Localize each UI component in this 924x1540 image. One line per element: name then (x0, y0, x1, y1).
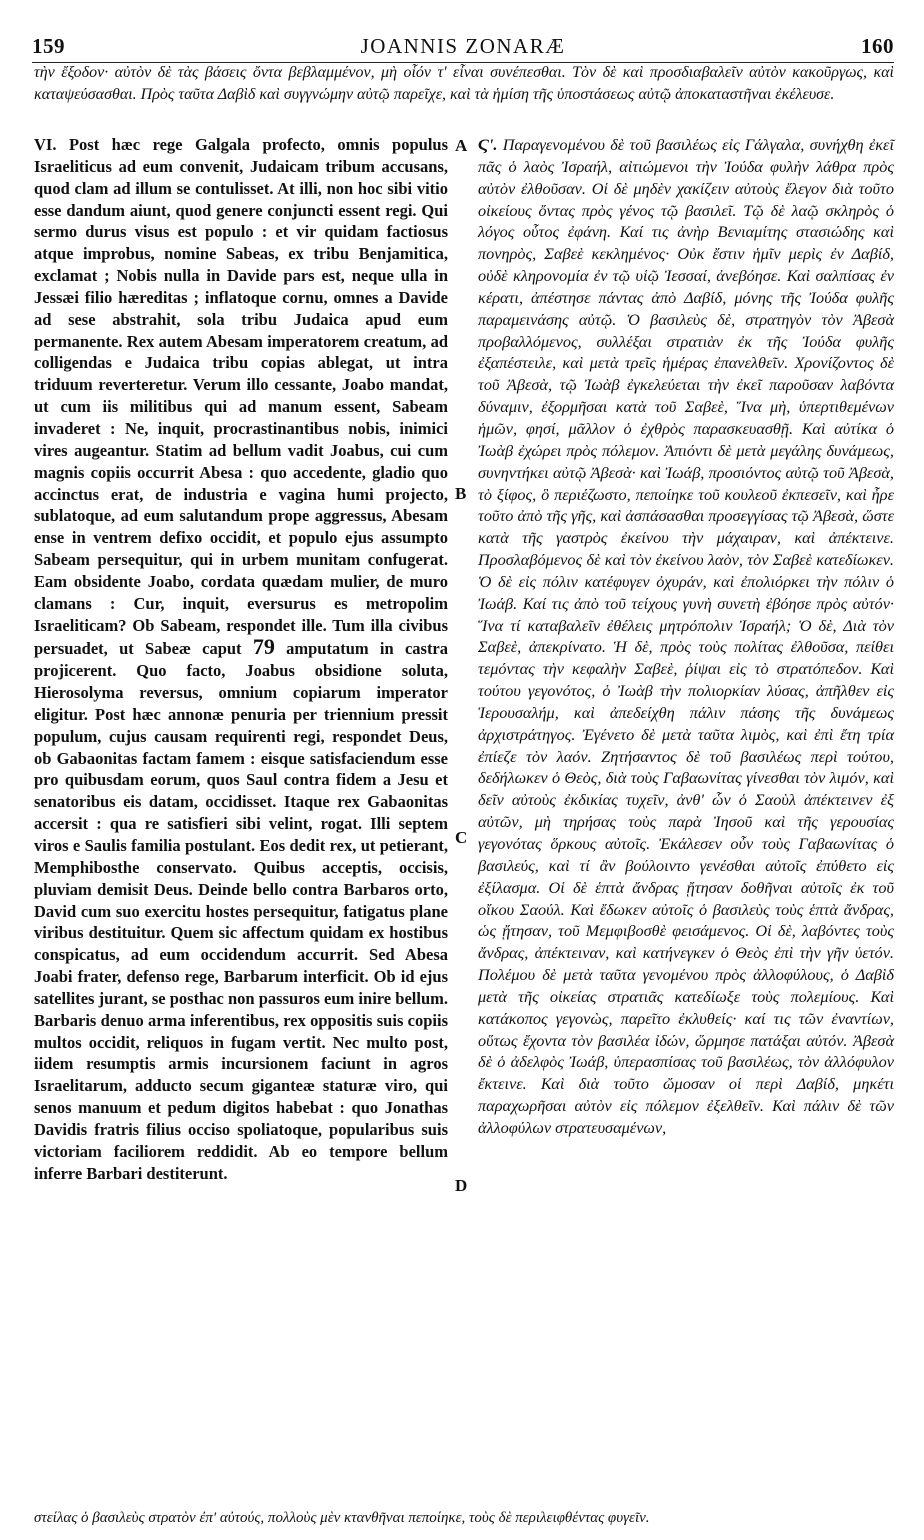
margin-letter-b: B (455, 484, 467, 503)
greek-text: Παραγενομένου δὲ τοῦ βασιλέως εἰς Γάλγαλα, συνήχθη ἐκεῖ πᾶς ὁ λαὸς Ἰσραήλ, αἰτιώμενοι τὴν Ἰούδα φυλὴν λάθρα πρὸς αὐτὸν ἐλθοῦσαν. Οἱ δὲ μηδὲν χακίζειν αὐτοὺς ἔλεγον διὰ τοῦτο οἰκείους ὄντας πρὸς γένος τῷ βασιλεῖ. Τῷ δὲ λαῷ σκληρὸς ὁ λόγος οὗτος ἐφάνη. Καί τις ἀνὴρ Βενιαμίτης στασιώδης καὶ πονηρὸς, Σαβεὲ κεκλημένος· Οὐκ ἔστιν ἡμῖν μερὶς ἐν Δαβίδ, οὐδὲ κληρονομία ἐν τῷ υἱῷ Ἰεσσαί, ἀνεβόησε. Καὶ σαλπίσας ἐν κέρατι, ἀπέστησε πάντας ἀπὸ Δαβίδ, μόνης τῆς Ἰούδα φυλῆς παραμεινάσης αὐτῷ. Ὁ βασιλεὺς δὲ, στρατηγὸν τὸν Ἀβεσὰ προβαλλόμενος, συλλέξαι στρατιὰν ἐκ τῆς Ἰούδα φυλῆς ἐξαπέστειλε, καὶ μετὰ τρεῖς ἡμέρας ἐπανελθεῖν. Χρονίζοντος δὲ τοῦ Ἀβεσὰ, τῷ Ἰωὰβ ἐγκελεύεται τὴν ἐκεῖ παροῦσαν λαβόντα δύναμιν, ἐξορμῆσαι κατὰ τοῦ Σαβεὲ, Ἵνα μὴ, ὑπερτιθεμένων ἡμῶν, φησί, μᾶλλον ὁ ἐχθρὸς παρασκευασθῇ. Καὶ αὐτίκα ὁ Ἰωὰβ ἐχώρει πρὸς πόλεμον. Ἀπιόντι δὲ μετὰ μεγάλης δυνάμεως, συνηντήκει αὐτῷ Ἀβεσὰ· καὶ Ἰωάβ, προσιόντος αὐτῷ τοῦ Ἀβεσὰ, τὸ ξίφος, ὃ περιέζωστο, πεποίηκε τοῦ κουλεοῦ ἐκπεσεῖν, καὶ ἦρε τοῦτο ἀπὸ τῆς γῆς, καὶ ἀσπάσασθαι προσεγγίσας τῷ Ἀβεσὰ, ὥστε κατὰ τῆς γαστρὸς ἐκείνου τὴν μάχαιραν, καὶ ἀπέκτεινε. Προσλαβόμενος δὲ καὶ τὸν ἐκείνου λαὸν, τὸν Σαβεὲ κατεδίωκεν. Ὁ δὲ εἰς πόλιν κατέφυγεν ὀχυράν, καὶ ἐπολιόρκει τὴν πόλιν ὁ Ἰωάβ. Καί τις ἀπὸ τοῦ τείχους γυνὴ συνετὴ ἐβόησε πρὸς αὐτόν· Ἵνα τί καταβαλεῖν ἐθέλεις μητρόπολιν Ἰσραήλ; Ὁ δὲ, Διὰ τὸν Σαβεὲ, ἀπεκρίνατο. Ἡ δὲ, πρὸς τοὺς πολίτας ἐλθοῦσα, πείθει τεμόντας τὴν κεφαλὴν Σαβεὲ, ῥίψαι εἰς τὸ στρατόπεδον. Καὶ τούτου γεγονότος, ὁ Ἰωὰβ τὴν πολιορκίαν λύσας, ἀπῆλθεν εἰς Ἱερουσαλήμ, καὶ ἀπεδείχθη πάλιν πάσης τῆς δυνάμεως ἀρχιστράτηγος. Ἐγένετο δὲ μετὰ ταῦτα λιμὸς, καὶ ἐπὶ ἔτη τρία ἐπίεζε τὸν λαόν. Ζητήσαντος δὲ τοῦ βασιλέως περὶ τούτου, δεδήλωκεν ὁ Θεὸς, διὰ τοὺς Γαβαωνίτας γίνεσθαι τὸν λιμόν, καὶ δεῖν αὐτοὺς ἐκδικίας τυχεῖν, ἀνθ' ὧν ὁ Σαοὺλ ἀπέκτεινεν ἐξ αὐτῶν, μὴ τηρήσας τοὺς παρὰ Ἰησοῦ καὶ τῆς γερουσίας γεγονότας ὅρκους αὐτοῖς. Ἐκάλεσεν οὖν τοὺς Γαβαωνίτας ὁ βασιλεύς, καὶ τί ἂν βούλοιντο γενέσθαι αὐτοῖς ἐπύθετο εἰς ἐξίλασμα. Οἱ δὲ ἑπτὰ ἄνδρας ᾔτησαν δοθῆναι αὐτοῖς ἐκ τοῦ οἴκου Σαούλ. Καὶ ἔδωκεν αὐτοῖς ὁ βασιλεὺς τοὺς ἑπτὰ ἄνδρας, ὡς ᾔτησαν, τοῦ Μεμφιβοσθὲ φεισάμενος. Οἱ δὲ, λαβόντες τοὺς ἄνδρας, ἀπέκτειναν, καὶ κατήνεγκεν ὁ Θεὸς ἐπὶ τὴν γῆν ὑετόν. Πολέμου δὲ μετὰ ταῦτα γενομένου πρὸς ἀλλοφύλους, ὁ Δαβὶδ μετὰ τῆς οἰκείας στρατιᾶς κατεδίωξε τοὺς πολεμίους. Καὶ κατάκοπος γεγονὼς, παρεῖτο ἐκλυθείς· καί τις τῶν ἐναντίων, οὕτως ἔχοντα τὸν βασιλέα ἰδών, ὥρμησε πατάξαι αὐτόν. Ἀβεσὰ δὲ ὁ ἀδελφὸς Ἰωάβ, ὑπερασπίσας τοῦ βασιλέως, τὸν ἀλλόφυλον ἔκτεινε. Καὶ διὰ τοῦτο ὤμοσαν οἱ περὶ Δαβίδ, μηκέτι παραχωρῆσαι αὐτὸν εἰς πόλεμον ἐξελθεῖν. Καὶ πάλιν δὲ τῶν ἀλλοφύλων στρατευσαμένων, (478, 135, 894, 1137)
running-title: JOANNIS ZONARÆ (360, 34, 566, 58)
margin-letter-d: D (455, 1176, 468, 1195)
running-head (32, 34, 894, 60)
right-page-number: 160 (861, 34, 894, 58)
greek-paragraph (478, 134, 894, 1139)
bottom-greek-line: στείλας ὁ βασιλεὺς στρατὸν ἐπ' αὐτούς, πολλοὺς μὲν κτανθῆναι πεποίηκε, τοὺς δὲ περιλειφθέντας φυγεῖν. (34, 1510, 650, 1526)
top-greek-paragraph: τὴν ἔξοδον· αὐτὸν δὲ τὰς βάσεις ὄντα βεβλαμμένον, μὴ οἷόν τ' εἶναι συνέπεσθαι. Τὸν δὲ καὶ προσδιαβαλεῖν αὐτὸν κακοῦργως, καὶ καταψεύσασθαι. Πρὸς ταῦτα Δαβὶδ καὶ συγγνώμην αὐτῷ παρεῖχε, καὶ τὰ ἡμίση τῆς ὑποστάσεως αὐτῷ ἀποκαταστῆναι ἐκέλευσε. (34, 64, 894, 103)
latin-paragraph (34, 134, 448, 1185)
margin-letter-a: A (455, 136, 468, 155)
left-page-number: 159 (32, 34, 65, 58)
latin-text-part1: Post hæc rege Galgala profecto, omnis populus Israeliticus ad eum convenit, Judaicam tribum accusans, quod clam ad illum se contulisset. At illi, non hoc sibi vitio esse dandum aiunt, quod genere conjuncti essent regi. Qui sermo durus visus est populo : et vir quidam factiosus atque improbus, nomine Sabeas, ex tribu Benjamitica, exclamat ; Nobis nulla in Davide pars est, neque ulla in Jessæi filio hæreditas ; inflatoque cornu, omnes a Davide ad sese abstrahit, sola tribu Judaica apud eum permanente. Rex autem Abesam imperatorem creatum, ad colligendas e Judaica tribu copias ablegat, ut intra triduum reverteretur. Verum illo cessante, Joabo mandat, ut cum iis militibus qui ad manum essent, Sabeam invaderet : Ne, inquit, procrastinantibus nobis, inimici vires augeantur. Statim ad bellum vadit Joabus, cui cum magnis copiis occurrit Abesa : quo accedente, gladio quo accinctus erat, de industria e vagina humi projecto, sublatoque, ad eum salutandum prope aggressus, Abesam ense in ventrem defixo occidit, et populo ejus assumpto Sabeam persequitur, qui in urbem munitam confugerat. Eam obsidente Joabo, cordata quædam mulier, de muro clamans : Cur, inquit, eversurus es metropolim Israeliticam? Ob Sabeam, respondet ille. Tum illa civibus persuadet, ut Sabeæ caput (34, 135, 449, 659)
latin-column (34, 134, 448, 1185)
greek-section-label: Ϛ'. (478, 135, 498, 154)
greek-column (478, 134, 894, 1139)
latin-section-label: VI. (34, 135, 57, 154)
latin-text-part2: amputatum in castra projicerent. Quo facto, Joabus obsidione soluta, Hierosolyma reversus, omnium copiarum imperator eligitur. Post hæc annonæ penuria per triennium pressit populum, cujus causam requirenti regi, respondet Deus, ob Gabaonitas factam famem : eisque satisfaciendum esse pro quibusdam eorum, quos Saul contra fidem a Jesu et senatoribus eis datam, occidisset. Itaque rex Gabaonitas accersit : qua re satisfieri sibi velint, rogat. Illi septem viros e Saulis familia postulant. Eos dedit rex, ut petierant, Memphibosthe conservato. Quibus acceptis, occisis, pluviam demisit Deus. Deinde bello contra Barbaros orto, David cum suo exercitu hostes persequitur, fatigatus plane viribus destituitur. Quem sic affectum quidam ex hostibus conspicatus, ad eum occidendum accurrit. Sed Abesa Joabi frater, defenso rege, Barbarum interficit. Ob id ejus satellites jurant, se posthac non passuros eum inire bellum. Barbaris denuo arma inferentibus, rex oppositis suis copiis multos occidit, reliquos in fugam vertit. Nec multo post, iidem resumptis armis incursionem faciunt in agros Israelitarum, adducto secum giganteæ staturæ viro, qui senos manuum et pedum digitos habebat : quo Jonathas Davidis fratris filius occiso spoliatoque, popularibus suis victoriam faciliorem reddidit. Ab eo tempore bellum inferre Barbari destiterunt. (34, 639, 449, 1183)
marginal-page-number: 79 (252, 634, 275, 660)
margin-letter-c: C (455, 828, 468, 847)
